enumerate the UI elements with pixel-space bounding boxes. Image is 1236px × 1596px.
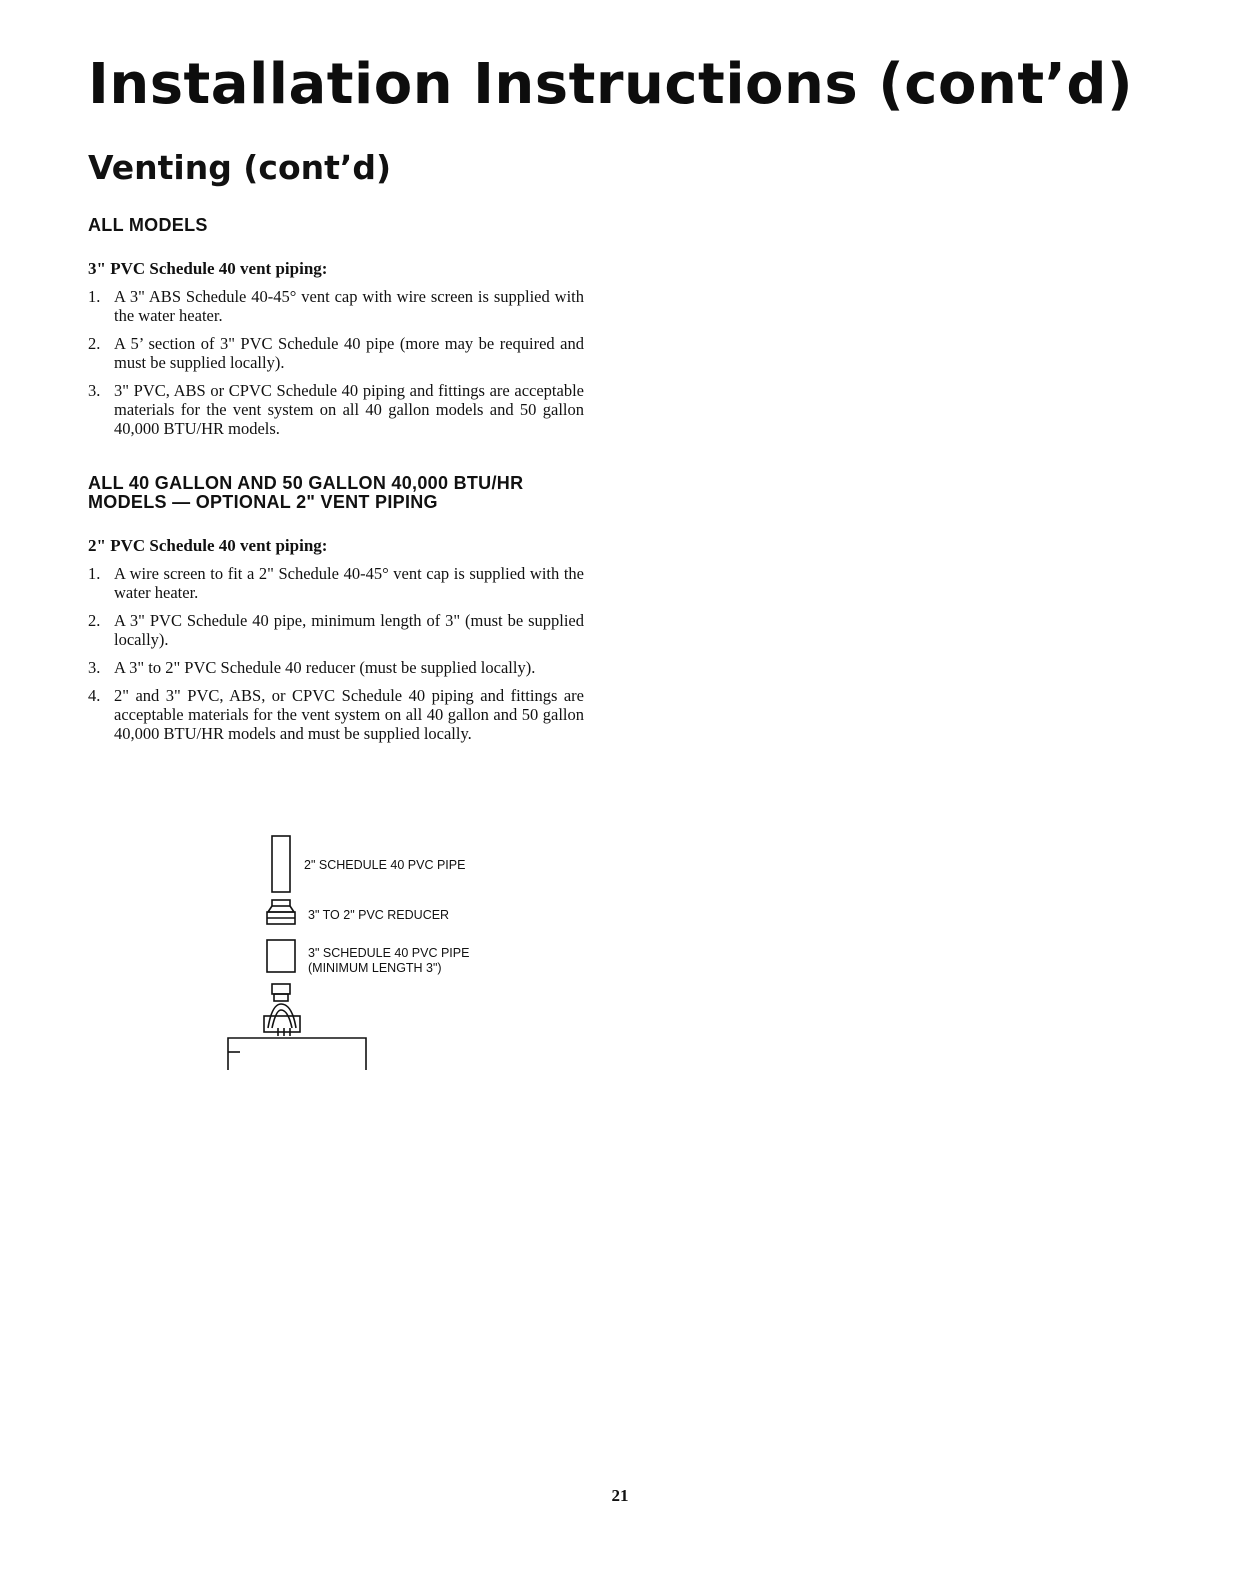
all-models-heading: ALL MODELS (88, 215, 208, 235)
list-item: 4. 2" and 3" PVC, ABS, or CPVC Schedule 40 piping and fittings are acceptable materials for the vent system on all 40 gallon and 50 gallon 40,000 BTU/HR models and must be supplied locally. (88, 686, 584, 743)
reducer-label: 3" TO 2" PVC REDUCER (308, 908, 450, 922)
pipe-2in-label: 2" SCHEDULE 40 PVC PIPE (304, 858, 466, 872)
list-item: 1. A wire screen to fit a 2" Schedule 40-45° vent cap is supplied with the water heater. (88, 564, 584, 602)
pipe-2in-shape (272, 836, 290, 892)
page-number: 21 (611, 1486, 629, 1505)
list-item: 2. A 3" PVC Schedule 40 pipe, minimum length of 3" (must be supplied locally). (88, 611, 584, 649)
content-column (88, 214, 584, 752)
pvc-3in-list (88, 287, 584, 438)
pipe-3in-shape (267, 940, 295, 972)
page-title: Installation Instructions (cont’d) (88, 52, 1134, 117)
pipe-3in-label: 3" SCHEDULE 40 PVC PIPE (MINIMUM LENGTH 3") (308, 946, 470, 975)
list-item: 1. A 3" ABS Schedule 40-45° vent cap with wire screen is supplied with the water heater. (88, 287, 584, 325)
pvc-2in-list (88, 564, 584, 743)
list-item: 3. A 3" to 2" PVC Schedule 40 reducer (must be supplied locally). (88, 658, 536, 677)
optional-2in-heading: ALL 40 GALLON AND 50 GALLON 40,000 BTU/HR MODELS — OPTIONAL 2" VENT PIPING (88, 473, 524, 512)
water-heater-top-shape (228, 1038, 366, 1070)
vent-cap-shape (264, 984, 300, 1036)
list-item: 2. A 5’ section of 3" PVC Schedule 40 pipe (more may be required and must be supplied locally). (88, 334, 584, 372)
list-item: 3. 3" PVC, ABS or CPVC Schedule 40 piping and fittings are acceptable materials for the vent system on all 40 gallon models and 50 gallon 40,000 BTU/HR models. (88, 381, 584, 438)
reducer-shape (267, 900, 295, 924)
section-title: Venting (cont’d) (88, 148, 392, 187)
pvc-3in-subheading: 3" PVC Schedule 40 vent piping: (88, 259, 328, 278)
vent-piping-diagram (220, 832, 520, 1072)
pvc-2in-subheading: 2" PVC Schedule 40 vent piping: (88, 536, 328, 555)
